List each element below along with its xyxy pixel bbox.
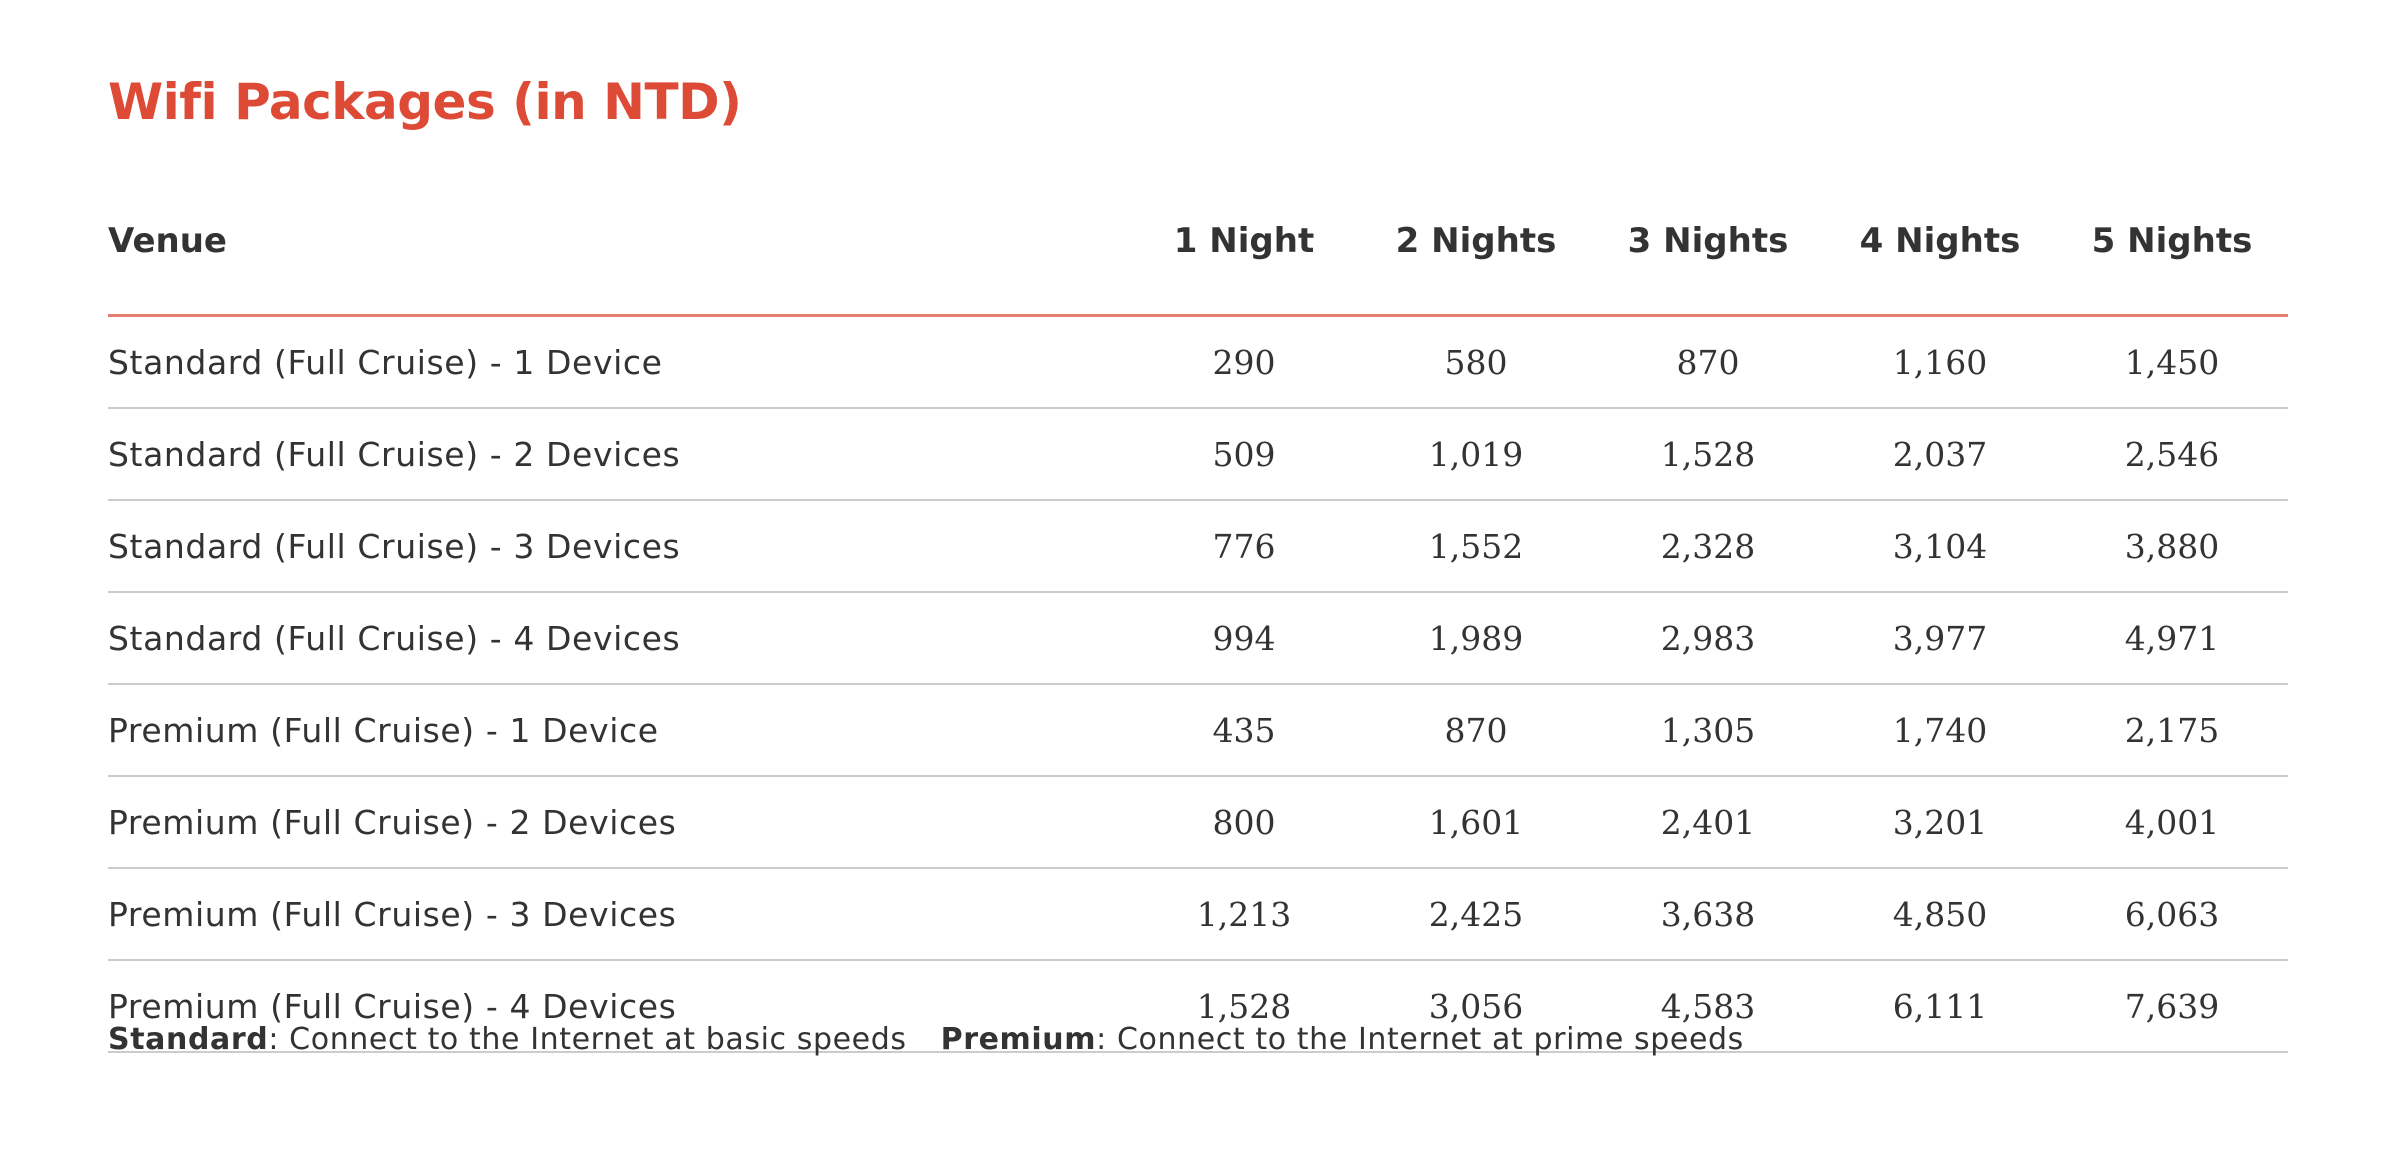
price-cell: 4,850: [1824, 868, 2056, 960]
header-1-night: 1 Night: [1128, 168, 1360, 316]
legend-premium-desc: : Connect to the Internet at prime speeds: [1096, 1022, 1744, 1057]
price-cell: 1,601: [1360, 776, 1592, 868]
price-cell: 1,552: [1360, 500, 1592, 592]
price-cell: 870: [1592, 316, 1824, 409]
price-cell: 1,989: [1360, 592, 1592, 684]
price-cell: 7,639: [2056, 960, 2288, 1052]
price-cell: 1,160: [1824, 316, 2056, 409]
price-cell: 2,175: [2056, 684, 2288, 776]
price-cell: 580: [1360, 316, 1592, 409]
price-cell: 1,450: [2056, 316, 2288, 409]
table-row: [108, 408, 2288, 500]
price-cell: 2,401: [1592, 776, 1824, 868]
header-5-nights: 5 Nights: [2056, 168, 2288, 316]
price-cell: 2,425: [1360, 868, 1592, 960]
venue-cell: Premium (Full Cruise) - 4 Devices: [108, 960, 1128, 1052]
table-row: [108, 684, 2288, 776]
price-cell: 1,019: [1360, 408, 1592, 500]
price-cell: 2,546: [2056, 408, 2288, 500]
price-cell: 870: [1360, 684, 1592, 776]
price-cell: 4,583: [1592, 960, 1824, 1052]
header-4-nights: 4 Nights: [1824, 168, 2056, 316]
price-cell: 3,977: [1824, 592, 2056, 684]
price-cell: 6,063: [2056, 868, 2288, 960]
table-row: [108, 868, 2288, 960]
price-cell: 2,328: [1592, 500, 1824, 592]
price-cell: 1,528: [1128, 960, 1360, 1052]
price-cell: 994: [1128, 592, 1360, 684]
table-body: [108, 316, 2288, 1053]
table-row: [108, 316, 2288, 409]
table-row: [108, 592, 2288, 684]
price-cell: 509: [1128, 408, 1360, 500]
price-cell: 3,056: [1360, 960, 1592, 1052]
price-cell: 4,001: [2056, 776, 2288, 868]
price-cell: 2,037: [1824, 408, 2056, 500]
price-cell: 3,201: [1824, 776, 2056, 868]
price-cell: 4,971: [2056, 592, 2288, 684]
venue-cell: Standard (Full Cruise) - 3 Devices: [108, 500, 1128, 592]
price-cell: 1,740: [1824, 684, 2056, 776]
venue-cell: Standard (Full Cruise) - 4 Devices: [108, 592, 1128, 684]
header-venue: Venue: [108, 168, 1128, 316]
venue-cell: Premium (Full Cruise) - 1 Device: [108, 684, 1128, 776]
price-cell: 800: [1128, 776, 1360, 868]
page-title: Wifi Packages (in NTD): [108, 73, 742, 131]
price-cell: 1,305: [1592, 684, 1824, 776]
wifi-pricing-table: [108, 168, 2288, 1053]
price-cell: 1,213: [1128, 868, 1360, 960]
price-cell: 1,528: [1592, 408, 1824, 500]
header-3-nights: 3 Nights: [1592, 168, 1824, 316]
price-cell: 2,983: [1592, 592, 1824, 684]
price-cell: 290: [1128, 316, 1360, 409]
legend-standard-term: Standard: [108, 1022, 269, 1057]
legend-note: [108, 1020, 1744, 1060]
wifi-packages-page: [108, 60, 2288, 1057]
price-cell: 435: [1128, 684, 1360, 776]
header-2-nights: 2 Nights: [1360, 168, 1592, 316]
table-header: [108, 168, 2288, 316]
price-cell: 776: [1128, 500, 1360, 592]
venue-cell: Premium (Full Cruise) - 2 Devices: [108, 776, 1128, 868]
venue-cell: Standard (Full Cruise) - 1 Device: [108, 316, 1128, 409]
table-row: [108, 500, 2288, 592]
price-cell: 3,880: [2056, 500, 2288, 592]
legend-premium-term: Premium: [940, 1022, 1097, 1057]
venue-cell: Standard (Full Cruise) - 2 Devices: [108, 408, 1128, 500]
price-cell: 6,111: [1824, 960, 2056, 1052]
price-cell: 3,104: [1824, 500, 2056, 592]
price-cell: 3,638: [1592, 868, 1824, 960]
header-row: [108, 168, 2288, 316]
legend-standard-desc: : Connect to the Internet at basic speeds: [268, 1022, 907, 1057]
table-row: [108, 776, 2288, 868]
venue-cell: Premium (Full Cruise) - 3 Devices: [108, 868, 1128, 960]
